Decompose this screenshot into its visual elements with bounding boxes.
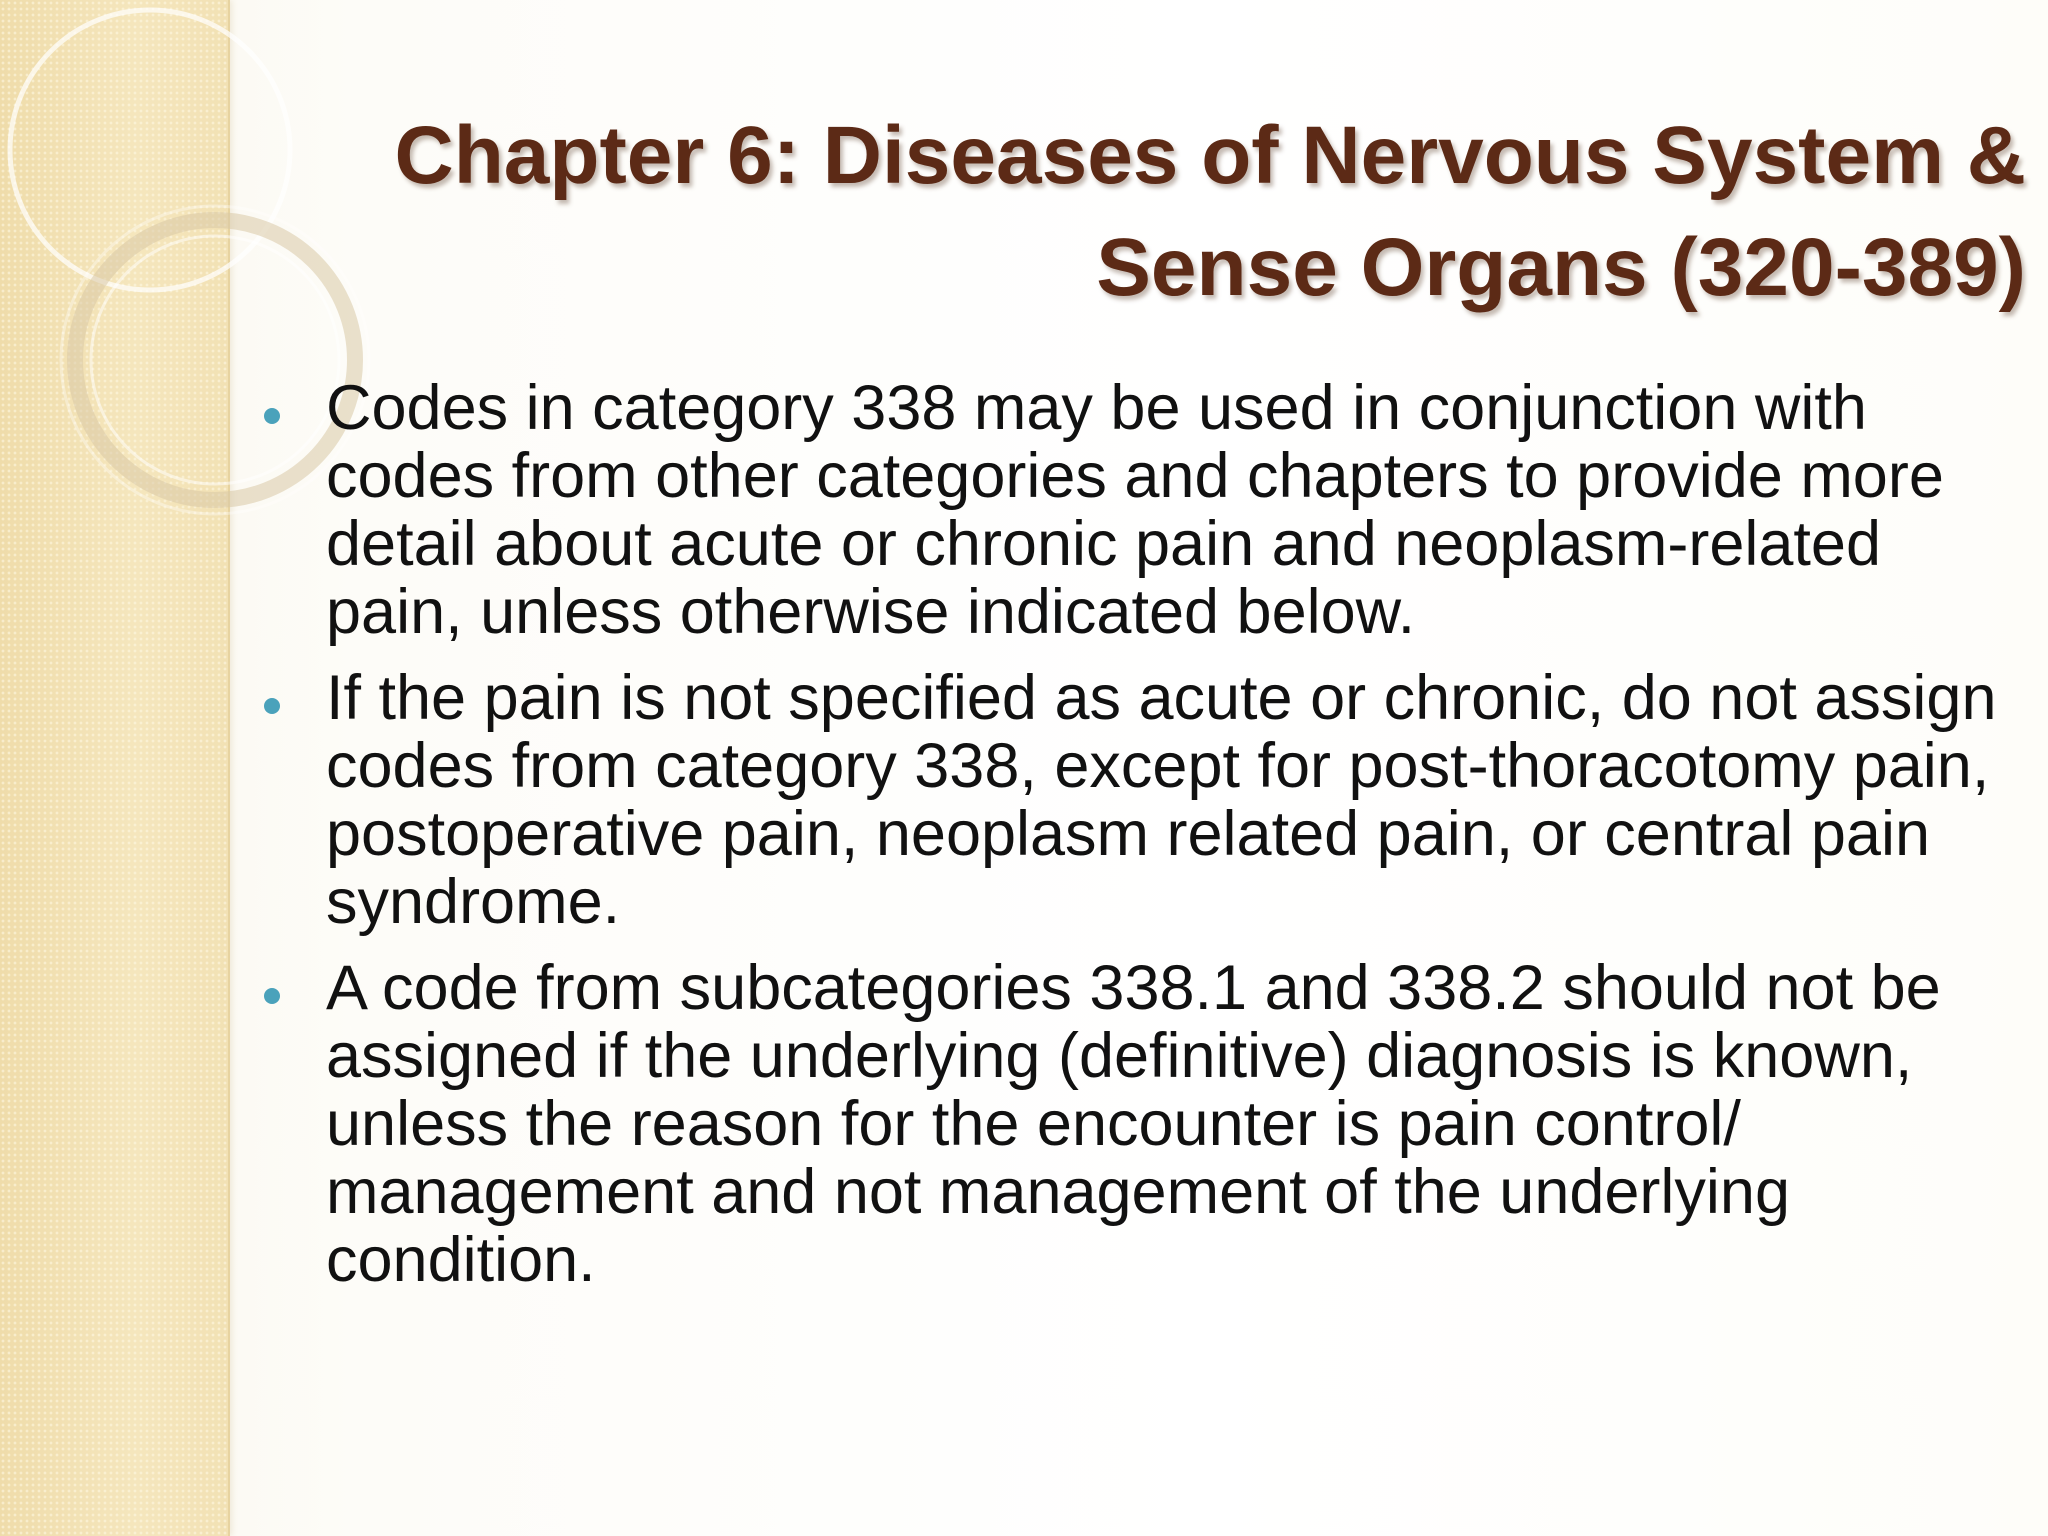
- bullet-item: [264, 954, 2034, 1294]
- bullet-text: If the pain is not specified as acute or chronic, do not assign codes from category 338, except for post-thoracotomy pain, postoperative pain, neoplasm related pain, or central pain syndrome.: [326, 663, 1997, 937]
- bullet-item: [264, 374, 2034, 646]
- bullet-text: A code from subcategories 338.1 and 338.2 should not be assigned if the underlying (definitive) diagnosis is known, unless the reason for the encounter is pain control/ management and not management of the underlying condition.: [326, 953, 1941, 1295]
- title-line-1: Chapter 6: Diseases of Nervous System &: [394, 110, 2026, 201]
- page-title: [176, 100, 2026, 324]
- bullet-text: Codes in category 338 may be used in conjunction with codes from other categories and chapters to provide more detail about acute or chronic pain and neoplasm-related pain, unless otherwise indicated below.: [326, 373, 1944, 647]
- title-line-2: Sense Organs (320-389): [1096, 222, 2026, 313]
- bullet-dot-icon: [264, 408, 280, 424]
- bullet-dot-icon: [264, 698, 280, 714]
- bullet-dot-icon: [264, 988, 280, 1004]
- bullet-item: [264, 664, 2034, 936]
- bullet-list: [264, 374, 2034, 1312]
